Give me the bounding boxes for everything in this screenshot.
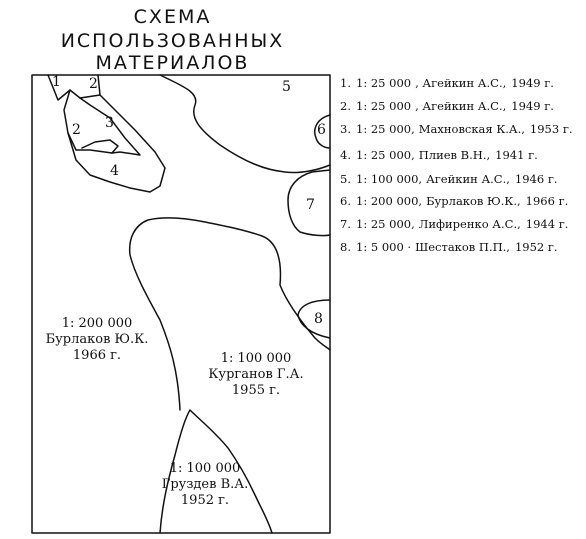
legend-number: 4. — [340, 148, 351, 162]
legend-author: , Агейкин А.С., — [415, 76, 507, 90]
center-scale-label: 1: 100 000 — [220, 351, 292, 366]
west-year-label: 1966 г. — [72, 348, 122, 363]
legend-item — [340, 99, 554, 117]
legend-number: 2. — [340, 99, 351, 113]
legend-number: 5. — [340, 172, 351, 186]
region-3-number: 3 — [105, 115, 114, 131]
west-scale-label: 1: 200 000 — [61, 316, 133, 331]
legend-scale: 1: 25 000, — [356, 217, 415, 231]
legend-item — [340, 122, 573, 140]
legend-year: 1944 г. — [525, 217, 569, 231]
legend-item — [340, 172, 558, 190]
legend-item — [340, 217, 568, 235]
south-scale-label: 1: 100 000 — [169, 461, 241, 476]
region-2-left-number: 2 — [72, 122, 81, 138]
region-2-top-number: 2 — [89, 76, 98, 92]
legend-scale: 1: 100 000, — [356, 172, 423, 186]
legend-item — [340, 148, 538, 166]
legend-number: 7. — [340, 217, 351, 231]
region-8-number: 8 — [314, 311, 323, 327]
legend-number: 6. — [340, 194, 351, 208]
legend-item — [340, 240, 558, 258]
legend-year: 1946 г. — [514, 172, 558, 186]
region-1-number: 1 — [52, 74, 61, 90]
legend-author: Махновская К.А., — [418, 122, 525, 136]
legend-year: 1953 г. — [529, 122, 573, 136]
region-5-boundary — [160, 75, 330, 173]
legend-author: Бурлаков Ю.К., — [426, 194, 521, 208]
map-title-line1: СХЕМА — [133, 6, 212, 28]
region-7-number: 7 — [306, 197, 315, 213]
legend-number: 3. — [340, 122, 351, 136]
legend-number: 1. — [340, 76, 351, 90]
legend-year: 1941 г. — [495, 148, 538, 162]
legend-number: 8. — [340, 240, 351, 254]
legend-year: 1949 г. — [511, 76, 554, 90]
legend-scale: 1: 5 000 · — [356, 240, 412, 254]
legend-year: 1949 г. — [511, 99, 554, 113]
legend-author: Шестаков П.П., — [415, 240, 510, 254]
legend-scale: 1: 25 000 — [356, 99, 412, 113]
legend-year: 1966 г. — [525, 194, 569, 208]
legend-scale: 1: 200 000, — [356, 194, 423, 208]
legend-author: Агейкин А.С., — [426, 172, 510, 186]
region-6-number: 6 — [317, 122, 326, 138]
legend-author: Плиев В.Н., — [418, 148, 491, 162]
legend-item — [340, 194, 568, 212]
legend-item — [340, 76, 554, 94]
legend-author: , Агейкин А.С., — [415, 99, 507, 113]
legend-scale: 1: 25 000 — [356, 76, 412, 90]
legend-scale: 1: 25 000, — [356, 122, 415, 136]
south-author-label: Груздев В.А. — [161, 477, 249, 492]
map-title-line2: ИСПОЛЬЗОВАННЫХ МАТЕРИАЛОВ — [60, 30, 285, 74]
legend-scale: 1: 25 000, — [356, 148, 415, 162]
legend-author: Лифиренко А.С., — [418, 217, 521, 231]
center-author-label: Курганов Г.А. — [208, 367, 304, 382]
center-year-label: 1955 г. — [231, 383, 281, 398]
south-year-label: 1952 г. — [180, 493, 230, 508]
legend-year: 1952 г. — [514, 240, 558, 254]
west-author-label: Бурлаков Ю.К. — [45, 332, 149, 347]
region-4-number: 4 — [110, 163, 119, 179]
region-5-number: 5 — [282, 79, 291, 95]
